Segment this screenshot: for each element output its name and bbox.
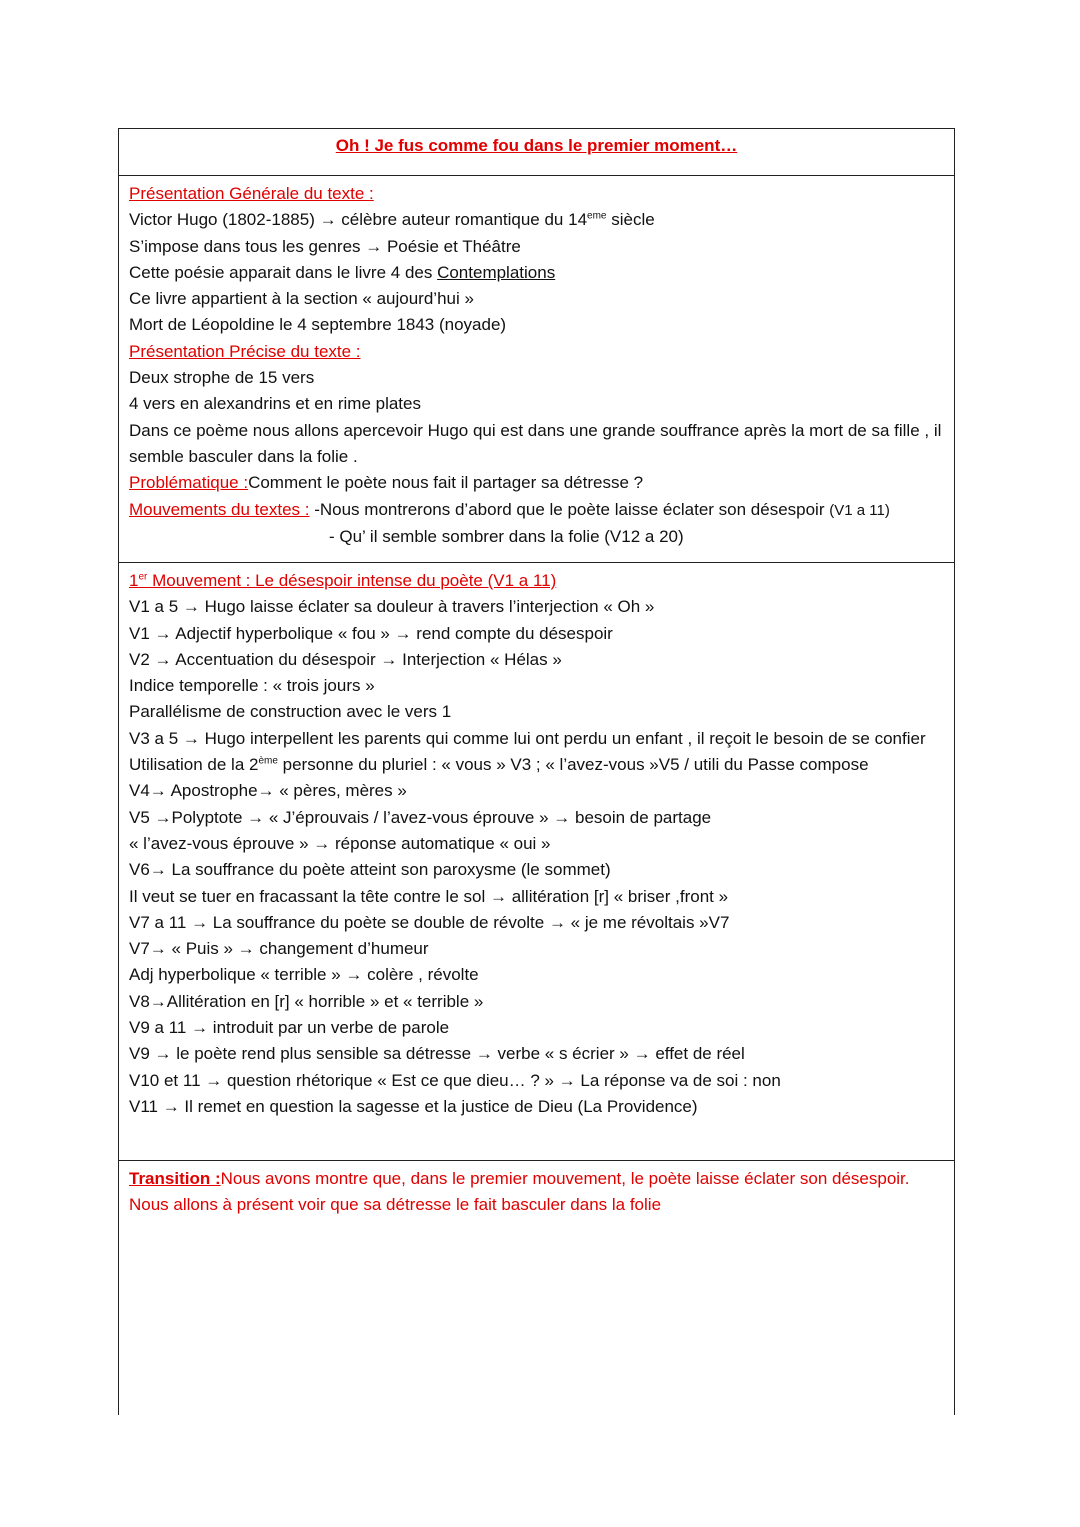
transition-paragraph: Transition :Nous avons montre que, dans le premier mouvement, le poète laisse éclater son désespoir. Nous allons à présent voir que sa détresse le fait basculer dans la folie xyxy=(129,1169,910,1215)
text-line: V8→Allitération en [r] « horrible » et « terrible » xyxy=(129,991,484,1011)
text-line: V1 a 5 → Hugo laisse éclater sa douleur à travers l’interjection « Oh » xyxy=(129,597,655,617)
title-row xyxy=(119,129,954,176)
text-line: V5 →Polyptote → « J’éprouvais / l’avez-vous éprouve » → besoin de partage xyxy=(129,807,712,827)
text-line: - Qu’ il semble sombrer dans la folie (V12 a 20) xyxy=(329,526,684,546)
text-line: V7 a 11 → La souffrance du poète se double de révolte → « je me révoltais »V7 xyxy=(129,912,730,932)
precise-presentation-heading: Présentation Précise du texte : xyxy=(129,341,361,361)
text-line: V1 → Adjectif hyperbolique « fou » → rend compte du désespoir xyxy=(129,623,613,643)
problematique-label: Problématique : xyxy=(129,473,249,493)
text-line: « l’avez-vous éprouve » → réponse automatique « oui » xyxy=(129,833,551,853)
text-line: V6→ La souffrance du poète atteint son paroxysme (le sommet) xyxy=(129,860,611,880)
problematique-line: Problématique :Comment le poète nous fait il partager sa détresse ? xyxy=(129,473,644,493)
text-line: Indice temporelle : « trois jours » xyxy=(129,676,375,696)
text-line: Utilisation de la 2ème personne du pluriel : « vous » V3 ; « l’avez-vous »V5 / utili du Passe compose xyxy=(129,755,869,775)
text-line: V9 a 11 → introduit par un verbe de parole xyxy=(129,1018,450,1038)
text-line: V7→ « Puis » → changement d’humeur xyxy=(129,939,429,959)
text-line: Ce livre appartient à la section « aujourd’hui » xyxy=(129,289,474,309)
text-line: Deux strophe de 15 vers xyxy=(129,368,315,388)
text-line: Mort de Léopoldine le 4 septembre 1843 (noyade) xyxy=(129,315,507,335)
text-line: V2 → Accentuation du désespoir → Interjection « Hélas » xyxy=(129,649,562,669)
text-paragraph: Dans ce poème nous allons apercevoir Hugo qui est dans une grande souffrance après la mort de sa fille , il semble basculer dans la folie . xyxy=(129,420,942,466)
introduction-section xyxy=(119,175,954,563)
book-title: Contemplations xyxy=(437,262,556,282)
general-presentation-heading: Présentation Générale du texte : xyxy=(129,184,374,203)
transition-section xyxy=(119,1160,954,1416)
text-line: Adj hyperbolique « terrible » → colère , révolte xyxy=(129,965,479,985)
movement-1-heading: 1er Mouvement : Le désespoir intense du poète (V1 a 11) xyxy=(129,571,557,590)
mouvements-label: Mouvements du textes : xyxy=(129,499,310,519)
text-paragraph: V3 a 5 → Hugo interpellent les parents qui comme lui ont perdu un enfant , il reçoit le besoin de se confier xyxy=(129,728,926,748)
text-line: S’impose dans tous les genres → Poésie et Théâtre xyxy=(129,236,521,256)
text-line: 4 vers en alexandrins et en rime plates xyxy=(129,394,421,414)
page-title: Oh ! Je fus comme fou dans le premier moment… xyxy=(335,136,738,155)
text-line: V11 → Il remet en question la sagesse et la justice de Dieu (La Providence) xyxy=(129,1096,698,1116)
text-line: V10 et 11 → question rhétorique « Est ce que dieu… ? » → La réponse va de soi : non xyxy=(129,1070,781,1090)
text-line: Cette poésie apparait dans le livre 4 des Contemplations xyxy=(129,262,556,282)
text-line: V4→ Apostrophe→ « pères, mères » xyxy=(129,781,407,801)
transition-label: Transition : xyxy=(129,1169,221,1188)
movement-1-section xyxy=(119,562,954,1161)
mouvements-line: Mouvements du textes : -Nous montrerons d’abord que le poète laisse éclater son désespoir (V1 a 11) xyxy=(129,499,890,519)
text-line: Il veut se tuer en fracassant la tête contre le sol → allitération [r] « briser ,front » xyxy=(129,886,729,906)
document-table xyxy=(118,128,955,1415)
text-line: Victor Hugo (1802-1885) → célèbre auteur romantique du 14eme siècle xyxy=(129,210,655,230)
text-line: Parallélisme de construction avec le vers 1 xyxy=(129,702,452,722)
text-line: V9 → le poète rend plus sensible sa détresse → verbe « s écrier » → effet de réel xyxy=(129,1044,745,1064)
